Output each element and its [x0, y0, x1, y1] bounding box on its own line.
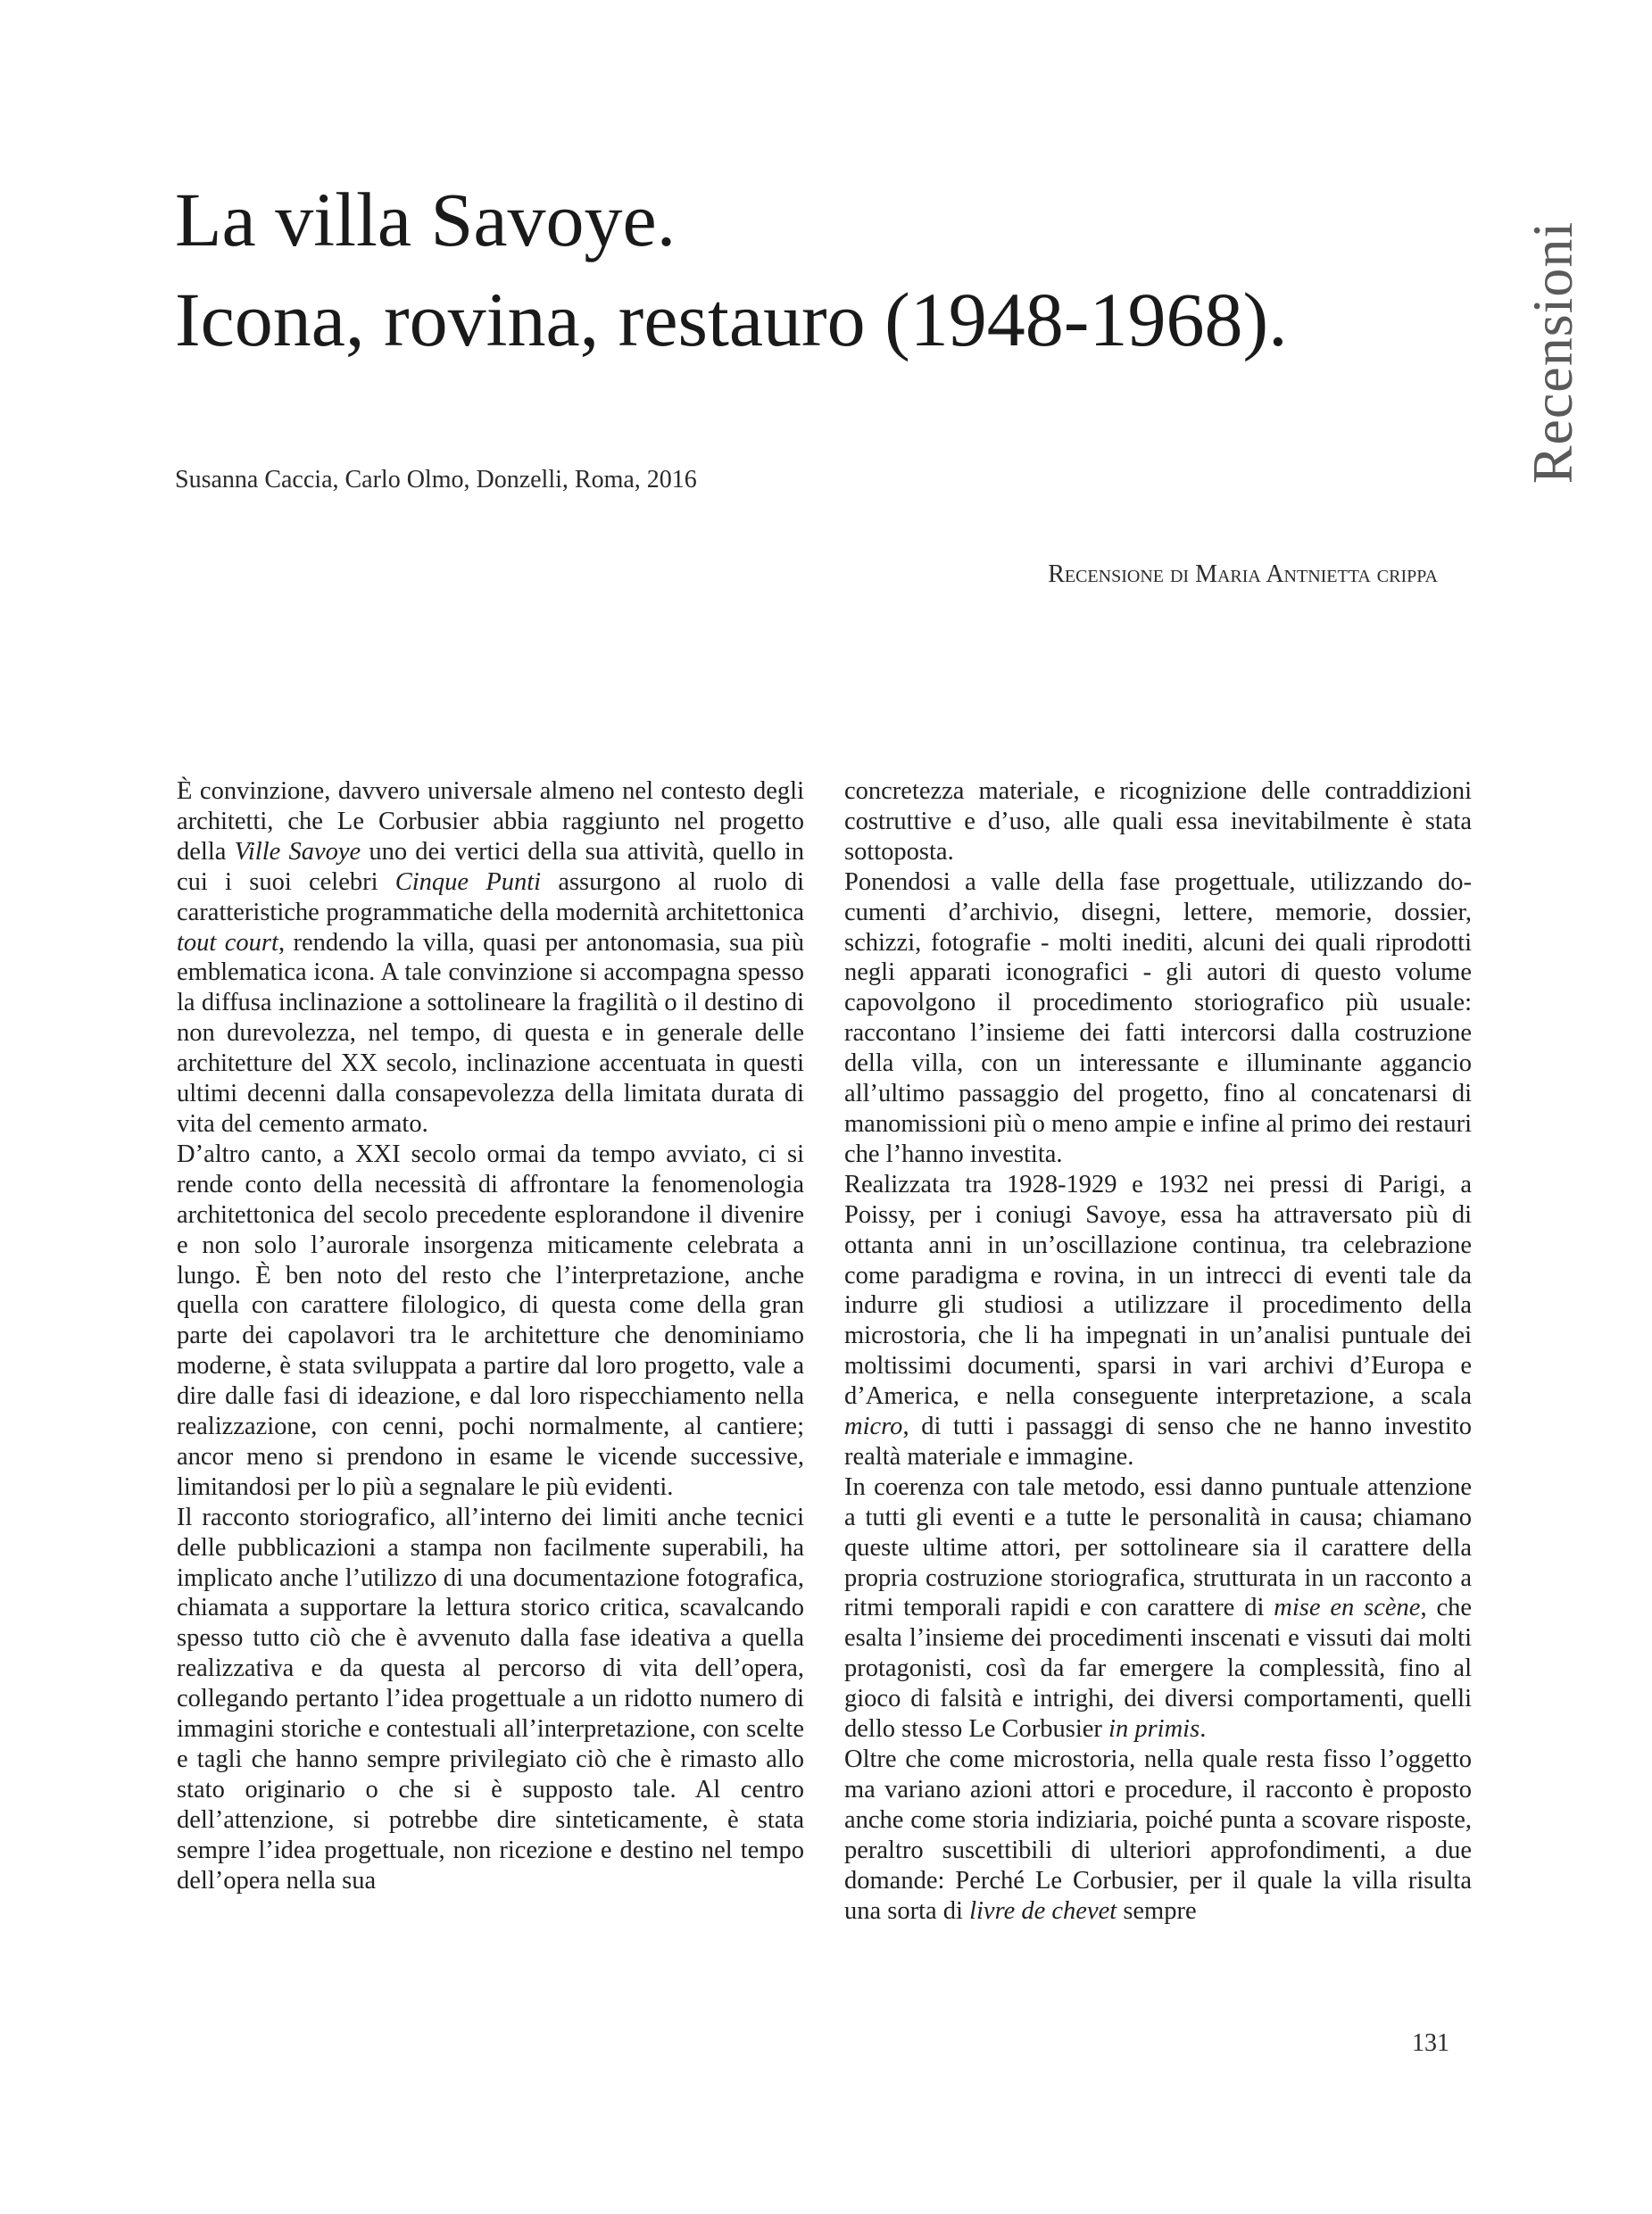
body-paragraph	[177, 1140, 804, 1503]
section-label-text: Recensioni	[1521, 220, 1584, 485]
text-run: , che esalta l’insieme dei procedimenti inscenati e vissuti dai molti protagonisti, così da far emergere la complessità, fino al gioco di falsità e intrighi, dei diversi comportamenti, quelli dello stesso Le Corbusier	[844, 1594, 1473, 1744]
italic-run: in primis	[1108, 1715, 1200, 1744]
text-run: concretezza materiale, e ricognizione delle contraddizioni costruttive e d’uso, alle quali essa inevitabilmente è stata sottoposta.	[844, 777, 1472, 866]
text-run: Il racconto storiografico, all’interno dei limiti anche tecnici delle pubblicazioni a stampa non facilmente superabili, ha implicato anche l’utilizzo di una documentazione fotografica, chiamata a supportare la lettura storico critica, scavalcando spesso tutto ciò che è avvenuto dalla fase ideativa a quella realizzativa e da questa al percorso di vita dell’opera, collegando pertanto l’idea progettuale a un ridotto numero di immagini storiche e contestuali all’interpretazione, con scelte e tagli che hanno sempre privilegiato ciò che è rimasto allo stato originario o che si è supposto tale. Al centro dell’attenzione, si potrebbe dire sinteticamente, è stata sempre l’idea progettuale, non ricezione e destino nel tempo dell’opera nella sua	[177, 1503, 804, 1895]
body-paragraph	[177, 776, 804, 1140]
page-number: 131	[1412, 2029, 1449, 2057]
reviewer-byline: Recensione di Maria Antnietta crippa	[1048, 560, 1438, 588]
article-title	[175, 170, 1514, 369]
text-run: uno dei vertici della sua attività, quello in cui i suoi celebri	[177, 837, 804, 896]
text-run: , rendendo la villa, quasi per antonomasia, sua più emblematica icona. A tale convinzione si accompagna spesso la diffusa inclinazione a sottolineare la fragilità o il destino di non durevolezza, nel tempo, di questa e in generale delle architetture del XX secolo, inclinazione accentuata in questi ultimi decenni dalla consapevolezza della limitata durata di vita del cemento armato.	[177, 928, 805, 1138]
text-run: sempre	[1117, 1896, 1197, 1925]
italic-run: micro	[844, 1413, 903, 1441]
title-line-1: La villa Savoye.	[175, 177, 677, 262]
italic-run: livre de chevet	[969, 1896, 1117, 1925]
italic-run: Cinque Punti	[394, 867, 542, 896]
section-label	[1521, 205, 1584, 500]
body-column-left	[177, 776, 804, 1896]
text-run: Ponendosi a valle della fase progettuale, utilizzando documenti d’archivio, disegni, lettere, memorie, dossier, schizzi, fotografie - molti inediti, alcuni dei quali riprodotti negli apparati iconografici - gli autori di questo volume capovolgono il procedimento storiografico più usuale: raccontano l’insieme dei fatti intercorsi dalla costruzione della villa, con un interessante e illuminante aggancio all’ultimo passaggio del progetto, fino al concatenarsi di manomissioni più o meno ampie e infine al primo dei restauri che l’hanno investita.	[844, 867, 1472, 1168]
body-paragraph	[177, 1503, 804, 1896]
text-run: Oltre che come microstoria, nella quale resta fisso l’oggetto ma variano azioni attori e procedure, il racconto è proposto anche come storia indiziaria, poiché punta a scovare risposte, peraltro suscettibili di ulteriori approfondimenti, a due domande: Perché Le Corbusier, per il quale la villa risulta una sorta di	[844, 1745, 1472, 1925]
body-paragraph	[844, 1745, 1472, 1926]
body-paragraph	[844, 1472, 1472, 1745]
title-line-2: Icona, rovina, restauro (1948-1968).	[175, 277, 1288, 362]
text-run: Realizzata tra 1928-1929 e 1932 nei pressi di Parigi, a Poissy, per i coniugi Savoye, essa ha attraversato più di ottanta anni in un’oscillazione continua, tra celebrazione come paradigma e rovina, in un intrecci di eventi tale da indurre gli studiosi a utilizzare il procedimento della microstoria, che li ha impegnati in un’analisi puntuale dei moltissimi documenti, sparsi in vari archivi d’Europa e d’America, e nella conseguente interpretazione, a scala	[844, 1170, 1472, 1411]
text-run: , di tutti i passaggi di senso che ne hanno investito realtà materiale e immagine.	[844, 1413, 1472, 1471]
text-run: D’altro canto, a XXI secolo ormai da tempo avviato, ci si rende conto della necessità di affrontare la fenomenologia architettonica del secolo precedente esplorandone il divenire e non solo l’aurorale insorgenza miticamente celebrata a lungo. È ben noto del resto che l’interpretazione, anche quella con carattere filologico, di questa come della gran parte dei capolavori tra le architetture che denominiamo moderne, è stata sviluppata a partire dal loro progetto, vale a dire dalle fasi di ideazione, e dal loro rispecchiamento nella realizzazione, con cenni, pochi normalmente, al cantiere; ancor meno si prendono in esame le vicende successive, limitandosi per lo più a segnalare le più evidenti.	[177, 1140, 804, 1501]
body-paragraph	[844, 776, 1472, 867]
body-paragraph	[844, 1170, 1472, 1472]
text-run: .	[1200, 1715, 1207, 1744]
text-run: È convinzione, davvero universale almeno nel contesto degli architetti, che Le Corbusier abbia raggiunto nel progetto della	[177, 777, 804, 866]
italic-run: tout court	[177, 928, 278, 957]
body-paragraph	[844, 867, 1472, 1170]
book-citation: Susanna Caccia, Carlo Olmo, Donzelli, Roma, 2016	[175, 466, 697, 493]
italic-run: Ville Savoye	[234, 837, 361, 866]
body-column-right	[844, 776, 1472, 1926]
text-run: assurgono al ruolo di caratteristiche programmatiche della modernità architettonica	[177, 867, 805, 926]
text-run: In coerenza con tale metodo, essi danno puntuale attenzione a tutti gli eventi e a tutte le personalità in causa; chiamano queste ultime attori, per sottolineare sia il carattere della propria costruzione storiografica, strutturata in un racconto a ritmi temporali rapidi e con carattere di	[844, 1472, 1472, 1622]
italic-run: mise en scène	[1274, 1594, 1421, 1622]
